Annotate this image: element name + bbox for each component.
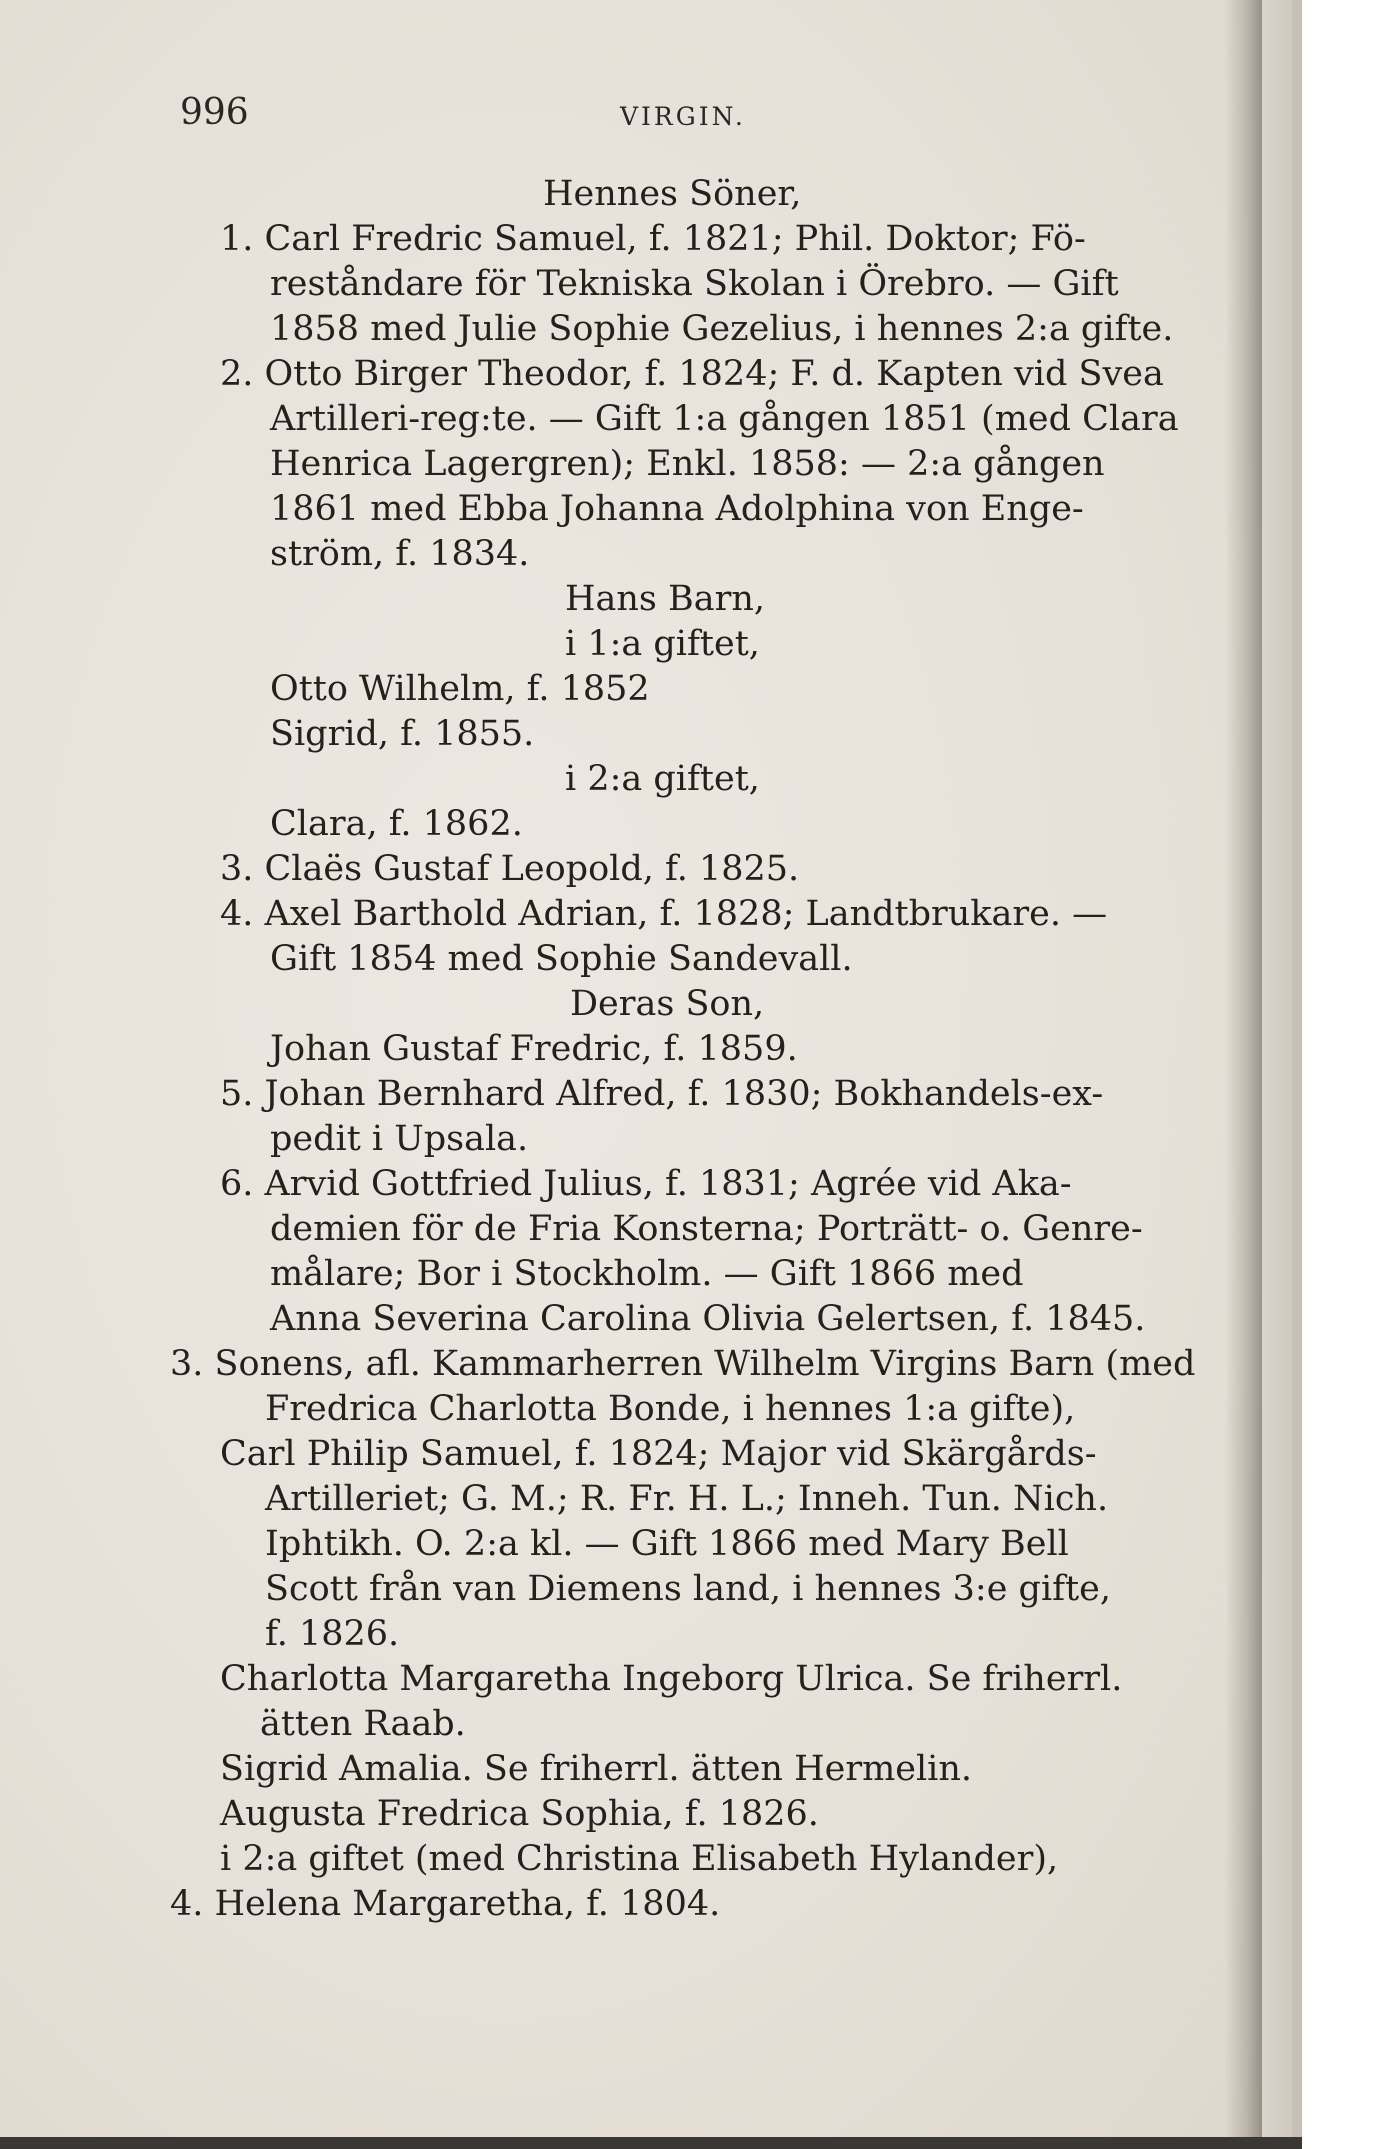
text-line: Artilleri-reg:te. — Gift 1:a gången 1851 (med Clara bbox=[270, 399, 1179, 439]
text-line: 2. Otto Birger Theodor, f. 1824; F. d. Kapten vid Svea bbox=[220, 354, 1164, 394]
text-line: demien för de Fria Konsterna; Porträtt- o. Genre- bbox=[270, 1209, 1143, 1249]
text-line: Clara, f. 1862. bbox=[270, 804, 523, 844]
text-line: ätten Raab. bbox=[260, 1704, 466, 1744]
text-line: Hennes Söner, bbox=[543, 174, 802, 214]
page-edge bbox=[1262, 0, 1292, 2149]
spine-shadow bbox=[1225, 0, 1262, 2149]
text-line: Fredrica Charlotta Bonde, i hennes 1:a gifte), bbox=[265, 1389, 1076, 1429]
text-line: 5. Johan Bernhard Alfred, f. 1830; Bokhandels-ex- bbox=[220, 1074, 1104, 1114]
text-line: 4. Helena Margaretha, f. 1804. bbox=[170, 1884, 721, 1924]
text-line: Iphtikh. O. 2:a kl. — Gift 1866 med Mary Bell bbox=[265, 1524, 1069, 1564]
page-number: 996 bbox=[180, 92, 249, 133]
text-line: Deras Son, bbox=[570, 984, 765, 1024]
text-line: Scott från van Diemens land, i hennes 3:e gifte, bbox=[265, 1569, 1111, 1609]
text-line: Augusta Fredrica Sophia, f. 1826. bbox=[220, 1794, 819, 1834]
text-line: Charlotta Margaretha Ingeborg Ulrica. Se friherrl. bbox=[220, 1659, 1123, 1699]
text-line: Hans Barn, bbox=[565, 579, 766, 619]
page-edge-outer bbox=[1292, 0, 1302, 2149]
text-line: ström, f. 1834. bbox=[270, 534, 530, 574]
text-line: reståndare för Tekniska Skolan i Örebro. — Gift bbox=[270, 264, 1119, 304]
text-line: Sigrid, f. 1855. bbox=[270, 714, 535, 754]
text-line: målare; Bor i Stockholm. — Gift 1866 med bbox=[270, 1254, 1024, 1294]
text-line: i 2:a giftet (med Christina Elisabeth Hylander), bbox=[220, 1839, 1059, 1879]
text-line: Carl Philip Samuel, f. 1824; Major vid Skärgårds- bbox=[220, 1434, 1097, 1474]
text-line: pedit i Upsala. bbox=[270, 1119, 529, 1159]
text-line: f. 1826. bbox=[265, 1614, 400, 1654]
text-line: 1858 med Julie Sophie Gezelius, i hennes 2:a gifte. bbox=[270, 309, 1174, 349]
text-line: Gift 1854 med Sophie Sandevall. bbox=[270, 939, 853, 979]
bottom-border bbox=[0, 2137, 1302, 2149]
text-line: Henrica Lagergren); Enkl. 1858: — 2:a gången bbox=[270, 444, 1105, 484]
text-line: 1. Carl Fredric Samuel, f. 1821; Phil. Doktor; Fö- bbox=[220, 219, 1086, 259]
text-line: Sigrid Amalia. Se friherrl. ätten Hermelin. bbox=[220, 1749, 973, 1789]
text-line: 1861 med Ebba Johanna Adolphina von Enge- bbox=[270, 489, 1084, 529]
running-head: VIRGIN. bbox=[620, 102, 746, 131]
text-line: Artilleriet; G. M.; R. Fr. H. L.; Inneh. Tun. Nich. bbox=[265, 1479, 1109, 1519]
text-line: 3. Claës Gustaf Leopold, f. 1825. bbox=[220, 849, 800, 889]
text-line: 3. Sonens, afl. Kammarherren Wilhelm Virgins Barn (med bbox=[170, 1344, 1196, 1384]
text-line: i 1:a giftet, bbox=[565, 624, 760, 664]
text-line: i 2:a giftet, bbox=[565, 759, 760, 799]
page-header bbox=[180, 92, 1200, 136]
text-line: 4. Axel Barthold Adrian, f. 1828; Landtbrukare. — bbox=[220, 894, 1108, 934]
text-line: 6. Arvid Gottfried Julius, f. 1831; Agrée vid Aka- bbox=[220, 1164, 1072, 1204]
text-line: Otto Wilhelm, f. 1852 bbox=[270, 669, 650, 709]
text-line: Anna Severina Carolina Olivia Gelertsen, f. 1845. bbox=[270, 1299, 1146, 1339]
text-line: Johan Gustaf Fredric, f. 1859. bbox=[270, 1029, 798, 1069]
